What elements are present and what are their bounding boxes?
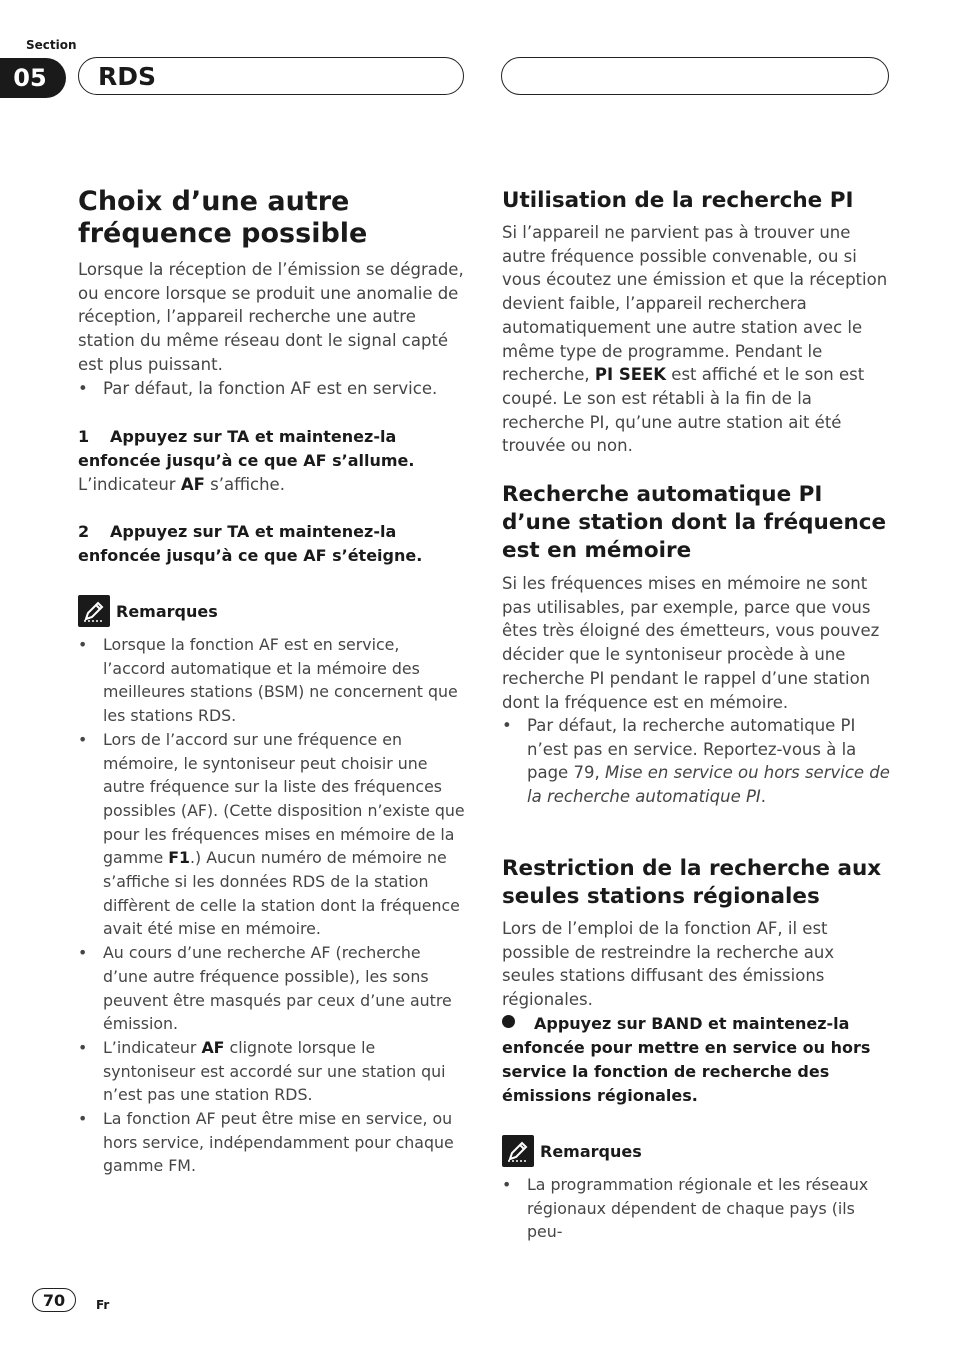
heading-auto-pi: Recherche automatique PI d’une station dont la fréquence est en mémoire: [502, 482, 887, 563]
step-1: [78, 425, 466, 497]
list-item: • Au cours d’une recherche AF (recherche d’une autre fréquence possible), les sons peuvent être masqués par ceux d’une autre émission.: [78, 943, 452, 1034]
page-number: 70: [32, 1288, 76, 1312]
af-default-list: [78, 377, 466, 401]
list-item: • Par défaut, la fonction AF est en service.: [78, 379, 438, 398]
list-item: • Lorsque la fonction AF est en service, l’accord automatique et la mémoire des meilleures stations (BSM) ne concernent que les stations RDS.: [78, 635, 458, 726]
auto-pi-list: [502, 714, 890, 809]
regional-text: Lors de l’emploi de la fonction AF, il est possible de restreindre la recherche aux seules stations diffusant des émissions régionales.: [502, 919, 835, 1010]
heading-pi: Utilisation de la recherche PI: [502, 188, 854, 213]
remarks-title: Remarques: [116, 601, 218, 621]
remarks-list: [78, 633, 466, 1178]
heading-regional: Restriction de la recherche aux seules stations régionales: [502, 856, 882, 909]
step-2: [78, 520, 466, 568]
step-text: Appuyez sur TA et maintenez-la enfoncée jusqu’à ce que AF s’allume.: [78, 427, 415, 470]
remarks-title: Remarques: [540, 1141, 642, 1161]
language-label: Fr: [96, 1298, 110, 1312]
step-number: 2: [78, 522, 90, 541]
step-dot-icon: [502, 1015, 515, 1028]
regional-step: Appuyez sur BAND et maintenez-la enfoncée pour mettre en service ou hors service la fonction de recherche des émissions régionales.: [502, 1014, 871, 1105]
pi-text: Si l’appareil ne parvient pas à trouver une autre fréquence possible convenable, ou si vous écoutez une émission et que la réception devient faible, l’appareil recherchera automatiquement une autre station avec le même type de programme. Pendant le recherche, PI SEEK est affiché et le son est coupé. Le son est rétabli à la fin de la recherche PI, qu’une autre station ait été trouvée ou non.: [502, 223, 888, 456]
step-text: Appuyez sur TA et maintenez-la enfoncée jusqu’à ce que AF s’éteigne.: [78, 522, 423, 565]
list-item: • Lors de l’accord sur une fréquence en mémoire, le syntoniseur peut choisir une autre fréquence sur la liste des fréquences possibles (AF). (Cette disposition n’existe que pour les fréquences mises en mémoire de la gamme F1.) Aucun numéro de mémoire ne s’affiche si les données RDS de la station diffèrent de celle la station dont la fréquence avait été mise en mémoire.: [78, 729, 465, 939]
list-item: • L’indicateur AF clignote lorsque le syntoniseur est accordé sur une station qui n’est pas une station RDS.: [78, 1037, 446, 1105]
remarks-header: [502, 1135, 642, 1167]
list-item: • Par défaut, la recherche automatique PI n’est pas en service. Reportez-vous à la page 79, Mise en service ou hors service de la recherche automatique PI.: [502, 716, 890, 807]
section-subtitle-frame: [501, 57, 889, 95]
note-pencil-icon: [78, 595, 110, 627]
heading-af: Choix d’une autre fréquence possible: [78, 186, 368, 249]
section-number-badge: 05: [0, 58, 66, 98]
auto-pi-text: Si les fréquences mises en mémoire ne sont pas utilisables, par exemple, parce que vous êtes très éloigné des émetteurs, vous pouvez décider que le syntoniseur procède à une recherche PI pendant le rappel d’une station dont la fréquence est en mémoire.: [502, 574, 880, 712]
remarks-header: [78, 595, 218, 627]
section-title: RDS: [98, 62, 157, 91]
remarks-list: [502, 1173, 890, 1244]
section-label: Section: [26, 38, 77, 52]
list-item: • La programmation régionale et les réseaux régionaux dépendent de chaque pays (ils peu-: [502, 1175, 869, 1242]
note-pencil-icon: [502, 1135, 534, 1167]
list-item: • La fonction AF peut être mise en service, ou hors service, indépendamment pour chaque gamme FM.: [78, 1109, 454, 1176]
af-intro: Lorsque la réception de l’émission se dégrade, ou encore lorsque se produit une anomalie de réception, l’appareil recherche une autre station du même réseau dont le signal capté est plus puissant.: [78, 260, 464, 374]
step-result: L’indicateur AF s’affiche.: [78, 475, 285, 494]
step-number: 1: [78, 427, 90, 446]
